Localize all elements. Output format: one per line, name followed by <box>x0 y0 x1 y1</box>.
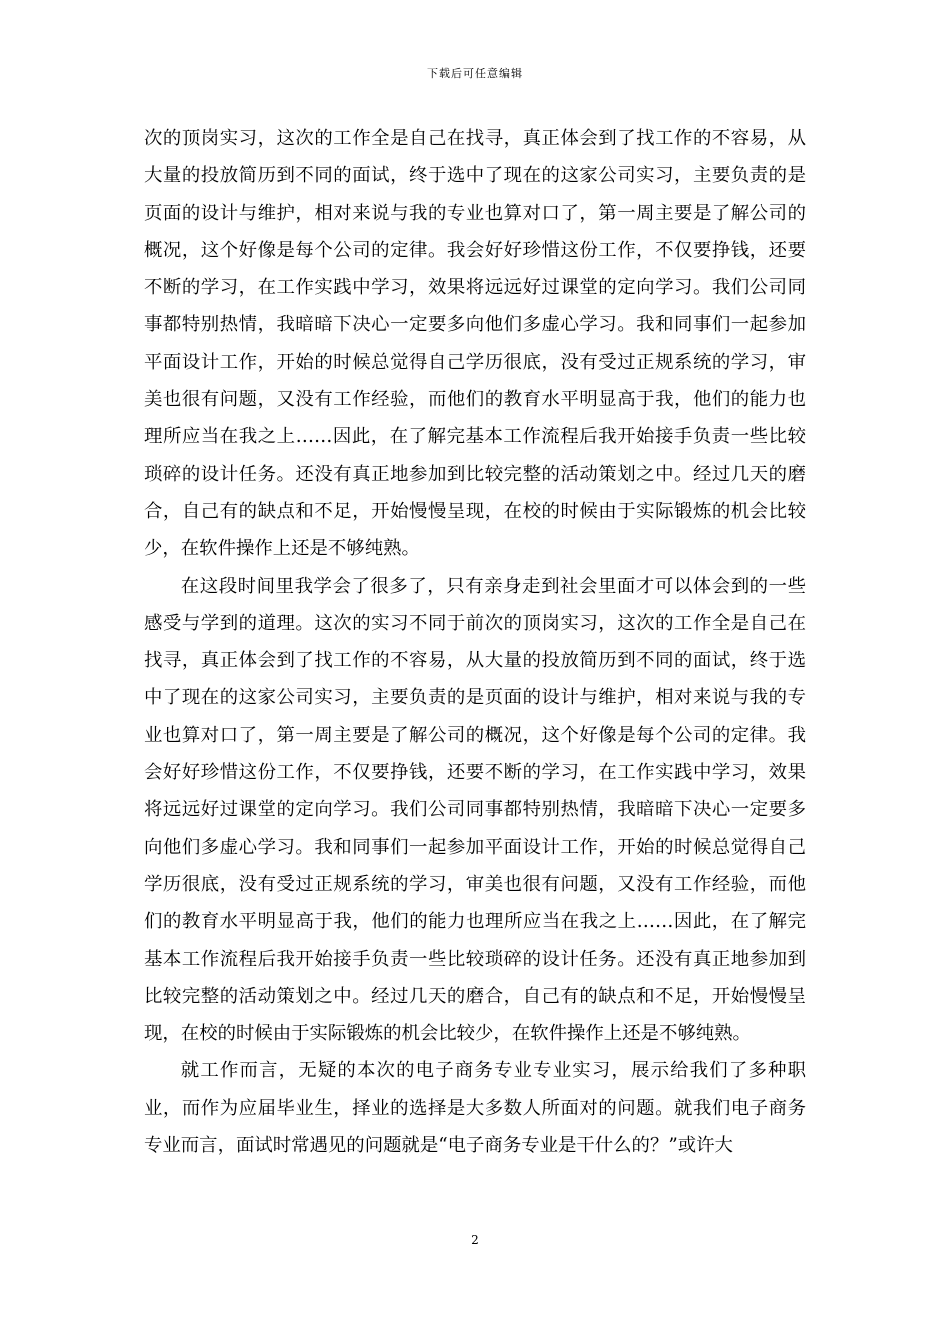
document-body <box>144 120 806 1164</box>
page-number: 2 <box>471 1233 479 1247</box>
paragraph-3: 就工作而言，无疑的本次的电子商务专业专业实习，展示给我们了多种职业，而作为应届毕业生，择业的选择是大多数人所面对的问题。就我们电子商务专业而言，面试时常遇见的问题就是“电子商务专业是干什么的？”或许大 <box>144 1060 806 1157</box>
paragraph-2: 在这段时间里我学会了很多了，只有亲身走到社会里面才可以体会到的一些感受与学到的道理。这次的实习不同于前次的顶岗实习，这次的工作全是自己在找寻，真正体会到了找工作的不容易，从大量的投放简历到不同的面试，终于选中了现在的这家公司实习，主要负责的是页面的设计与维护，相对来说与我的专业也算对口了，第一周主要是了解公司的概况，这个好像是每个公司的定律。我会好好珍惜这份工作，不仅要挣钱，还要不断的学习，在工作实践中学习，效果将远远好过课堂的定向学习。我们公司同事都特别热情，我暗暗下决心一定要多向他们多虚心学习。我和同事们一起参加平面设计工作，开始的时候总觉得自己学历很底，没有受过正规系统的学习，审美也很有问题，又没有工作经验，而他们的教育水平明显高于我，他们的能力也理所应当在我之上……因此，在了解完基本工作流程后我开始接手负责一些比较琐碎的设计任务。还没有真正地参加到比较完整的活动策划之中。经过几天的磨合，自己有的缺点和不足，开始慢慢呈现，在校的时候由于实际锻炼的机会比较少，在软件操作上还是不够纯熟。 <box>144 575 806 1045</box>
page-header: 下载后可任意编辑 <box>427 67 523 80</box>
paragraph-1: 次的顶岗实习，这次的工作全是自己在找寻，真正体会到了找工作的不容易，从大量的投放简历到不同的面试，终于选中了现在的这家公司实习，主要负责的是页面的设计与维护，相对来说与我的专业也算对口了，第一周主要是了解公司的概况，这个好像是每个公司的定律。我会好好珍惜这份工作，不仅要挣钱，还要不断的学习，在工作实践中学习，效果将远远好过课堂的定向学习。我们公司同事都特别热情，我暗暗下决心一定要多向他们多虚心学习。我和同事们一起参加平面设计工作，开始的时候总觉得自己学历很底，没有受过正规系统的学习，审美也很有问题，又没有工作经验，而他们的教育水平明显高于我，他们的能力也理所应当在我之上……因此，在了解完基本工作流程后我开始接手负责一些比较琐碎的设计任务。还没有真正地参加到比较完整的活动策划之中。经过几天的磨合，自己有的缺点和不足，开始慢慢呈现，在校的时候由于实际锻炼的机会比较少，在软件操作上还是不够纯熟。 <box>144 128 806 560</box>
